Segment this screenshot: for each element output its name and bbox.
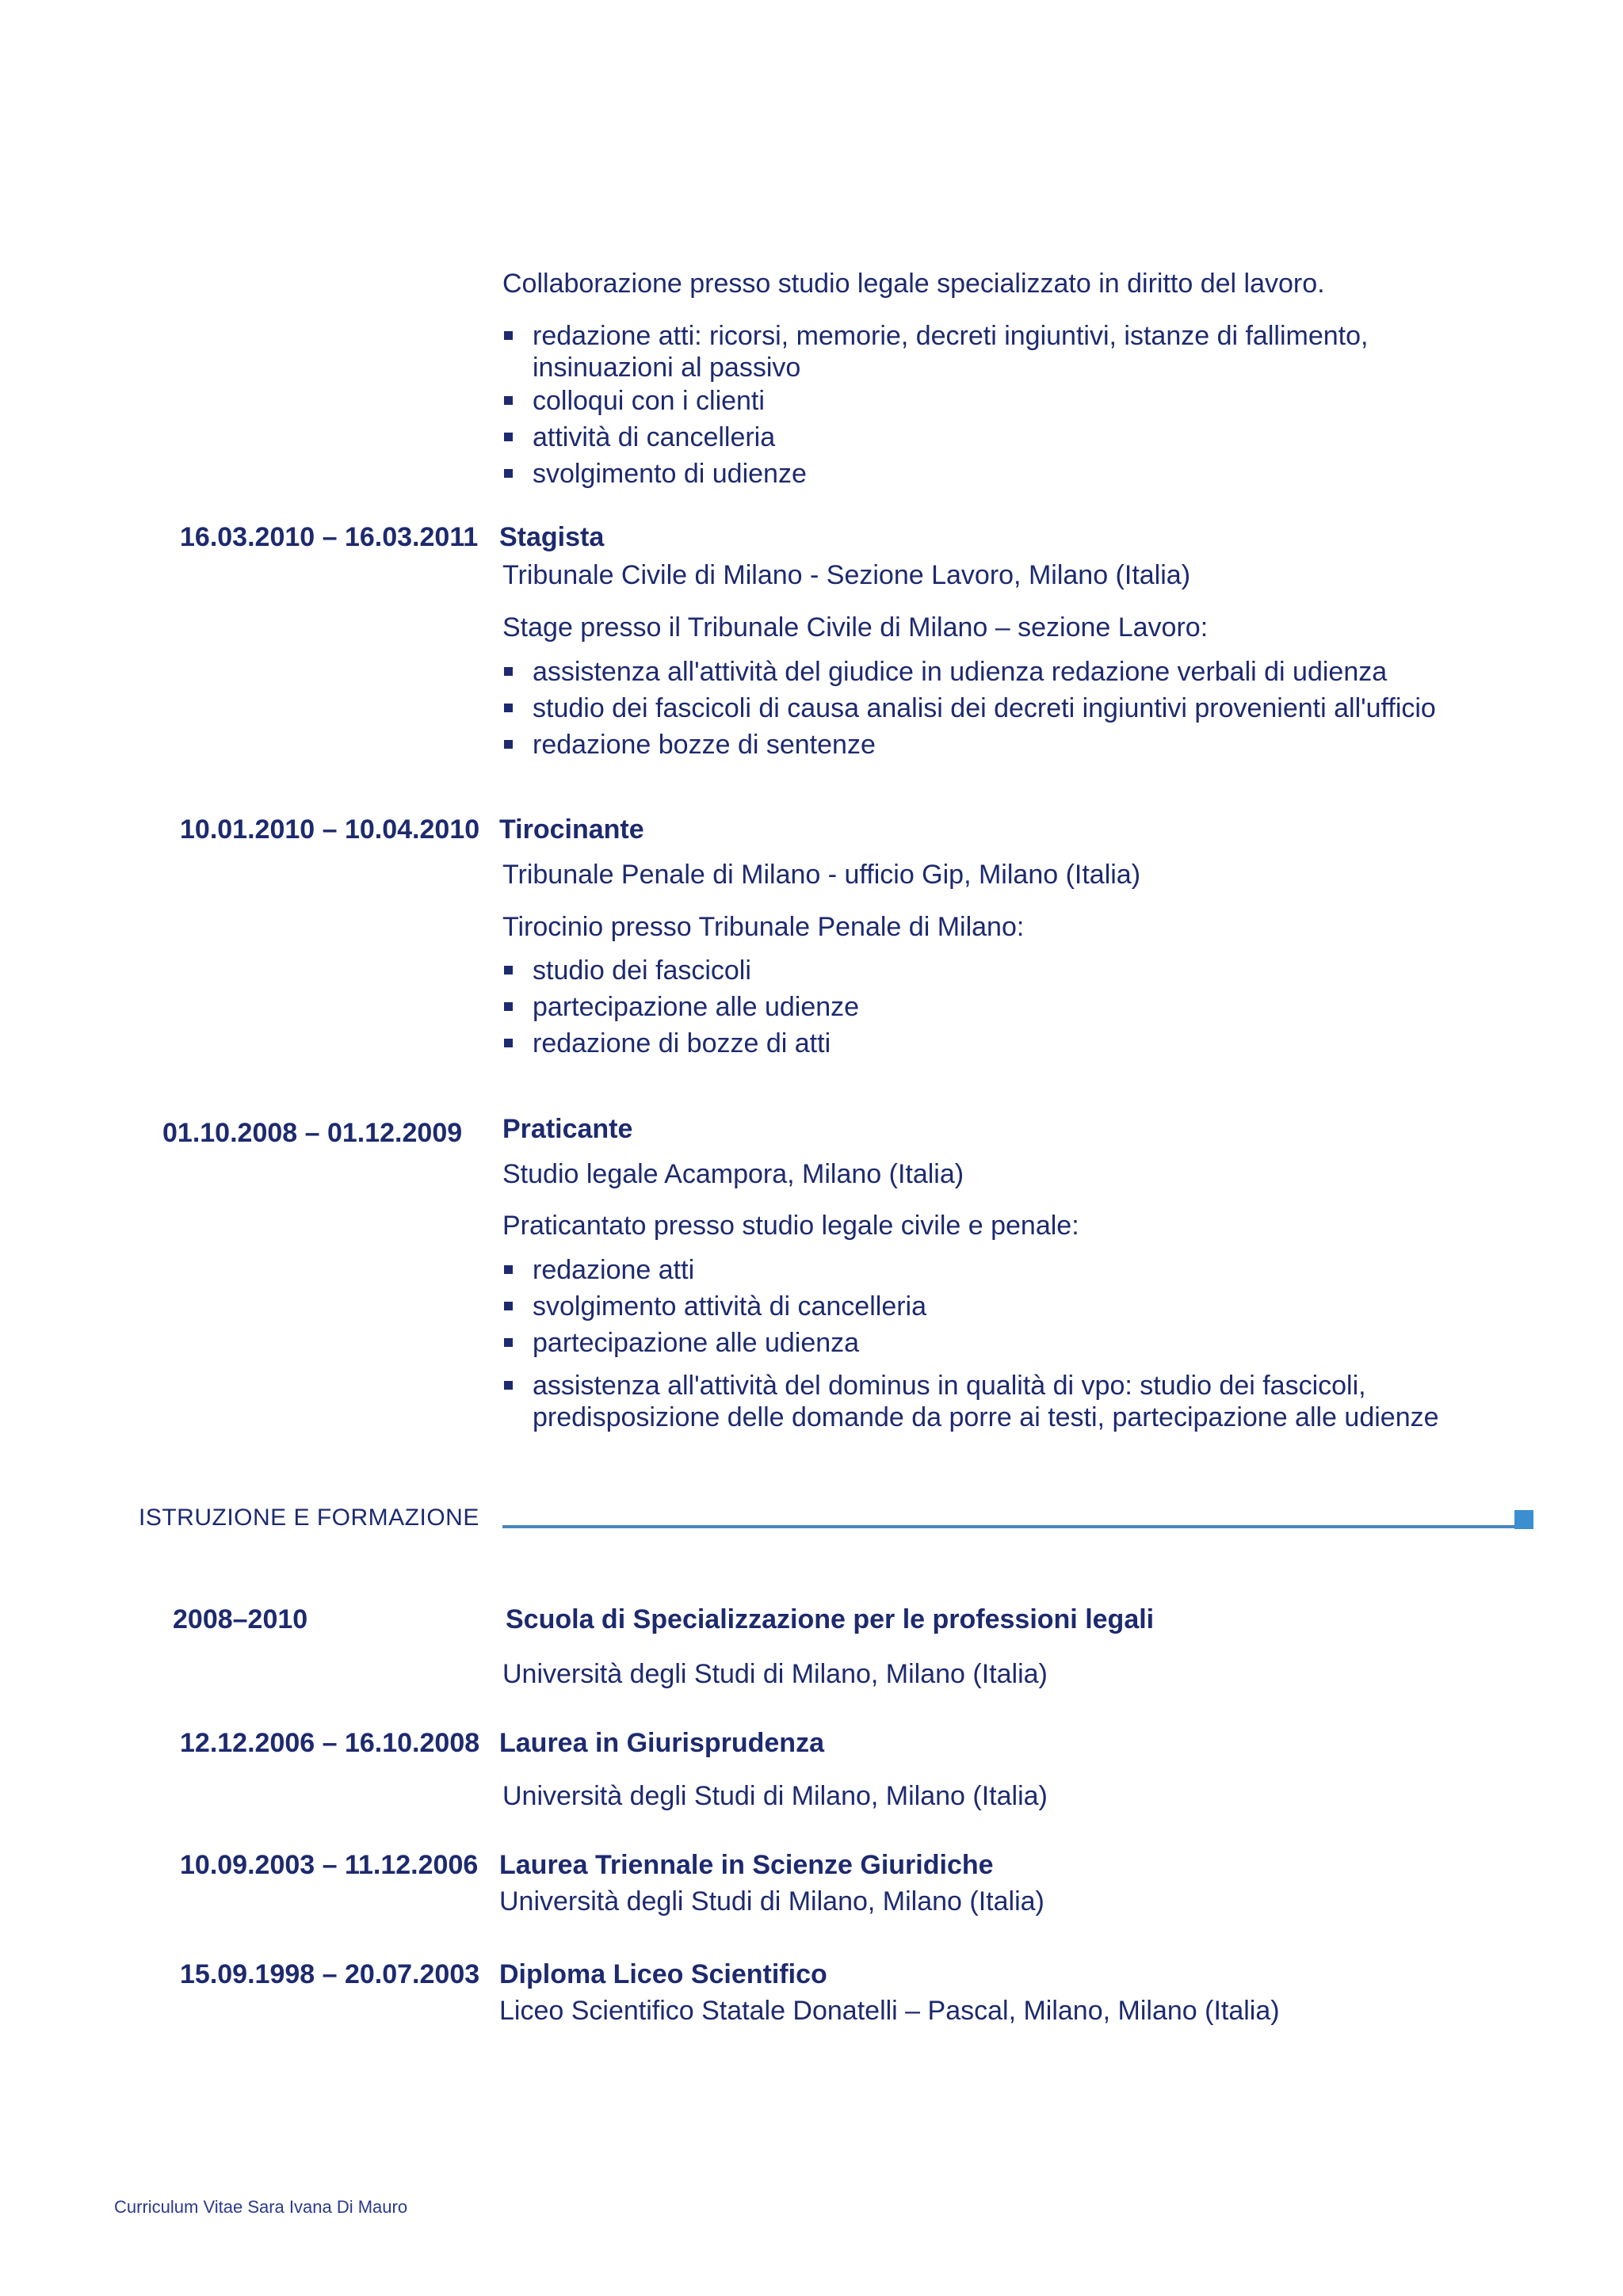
job2-item: partecipazione alle udienze xyxy=(533,992,860,1022)
edu-title: Laurea in Giurisprudenza xyxy=(499,1728,824,1758)
edu-institution: Università degli Studi di Milano, Milano (Italia) xyxy=(502,1781,1048,1811)
job1-dates: 16.03.2010 – 16.03.2011 xyxy=(180,522,479,552)
job0-item: redazione atti: ricorsi, memorie, decreti ingiuntivi, istanze di fallimento, xyxy=(533,321,1369,351)
job2-employer: Tribunale Penale di Milano - ufficio Gip, Milano (Italia) xyxy=(502,860,1141,890)
job1-employer: Tribunale Civile di Milano - Sezione Lavoro, Milano (Italia) xyxy=(502,560,1191,590)
job3-item: partecipazione alle udienza xyxy=(533,1328,860,1358)
bullet-icon xyxy=(504,1381,513,1390)
edu-dates: 12.12.2006 – 16.10.2008 xyxy=(180,1728,480,1758)
job1-item: studio dei fascicoli di causa analisi dei decreti ingiuntivi provenienti all'ufficio xyxy=(533,693,1436,723)
job0-item: svolgimento di udienze xyxy=(533,459,807,489)
job2-description: Tirocinio presso Tribunale Penale di Milano: xyxy=(502,912,1025,942)
bullet-icon xyxy=(504,1265,513,1274)
edu-title: Diploma Liceo Scientifico xyxy=(499,1959,827,1989)
job1-title: Stagista xyxy=(499,522,605,552)
bullet-icon xyxy=(504,1039,513,1047)
section-heading-education: ISTRUZIONE E FORMAZIONE xyxy=(139,1505,479,1531)
job3-employer: Studio legale Acampora, Milano (Italia) xyxy=(502,1159,964,1189)
bullet-icon xyxy=(504,331,513,340)
edu-dates: 15.09.1998 – 20.07.2003 xyxy=(180,1959,480,1989)
edu-title: Laurea Triennale in Scienze Giuridiche xyxy=(499,1850,994,1880)
job0-item: attività di cancelleria xyxy=(533,422,776,452)
edu-dates: 2008–2010 xyxy=(173,1604,308,1634)
bullet-icon xyxy=(504,966,513,974)
job3-description: Praticantato presso studio legale civile e penale: xyxy=(502,1211,1079,1241)
job0-item: colloqui con i clienti xyxy=(533,386,765,416)
job1-item: redazione bozze di sentenze xyxy=(533,730,876,760)
job3-item: redazione atti xyxy=(533,1255,695,1285)
job3-item: svolgimento attività di cancelleria xyxy=(533,1291,927,1322)
bullet-icon xyxy=(504,704,513,712)
bullet-icon xyxy=(504,1002,513,1011)
job2-item: studio dei fascicoli xyxy=(533,955,751,986)
bullet-icon xyxy=(504,396,513,405)
job1-item: assistenza all'attività del giudice in udienza redazione verbali di udienza xyxy=(533,657,1388,687)
section-divider xyxy=(502,1525,1515,1528)
edu-institution: Liceo Scientifico Statale Donatelli – Pascal, Milano, Milano (Italia) xyxy=(499,1996,1280,2026)
job3-item: predisposizione delle domande da porre ai testi, partecipazione alle udienze xyxy=(533,1402,1439,1432)
job0-description: Collaborazione presso studio legale specializzato in diritto del lavoro. xyxy=(502,269,1325,299)
bullet-icon xyxy=(504,740,513,749)
edu-dates: 10.09.2003 – 11.12.2006 xyxy=(180,1850,479,1880)
footer-text: Curriculum Vitae Sara Ivana Di Mauro xyxy=(114,2197,408,2217)
job1-description: Stage presso il Tribunale Civile di Milano – sezione Lavoro: xyxy=(502,612,1209,643)
edu-institution: Università degli Studi di Milano, Milano (Italia) xyxy=(499,1886,1044,1917)
job2-title: Tirocinante xyxy=(499,814,644,845)
bullet-icon xyxy=(504,433,513,441)
job3-title: Praticante xyxy=(502,1114,633,1144)
section-square-icon xyxy=(1514,1510,1533,1529)
bullet-icon xyxy=(504,1338,513,1347)
job3-item: assistenza all'attività del dominus in qualità di vpo: studio dei fascicoli, xyxy=(533,1371,1366,1401)
bullet-icon xyxy=(504,667,513,676)
edu-title: Scuola di Specializzazione per le professioni legali xyxy=(506,1604,1155,1634)
job3-dates: 01.10.2008 – 01.12.2009 xyxy=(162,1118,463,1148)
edu-institution: Università degli Studi di Milano, Milano (Italia) xyxy=(502,1659,1048,1689)
bullet-icon xyxy=(504,1302,513,1310)
job0-item: insinuazioni al passivo xyxy=(533,353,801,383)
job2-dates: 10.01.2010 – 10.04.2010 xyxy=(180,814,480,845)
bullet-icon xyxy=(504,469,513,478)
job2-item: redazione di bozze di atti xyxy=(533,1028,831,1058)
